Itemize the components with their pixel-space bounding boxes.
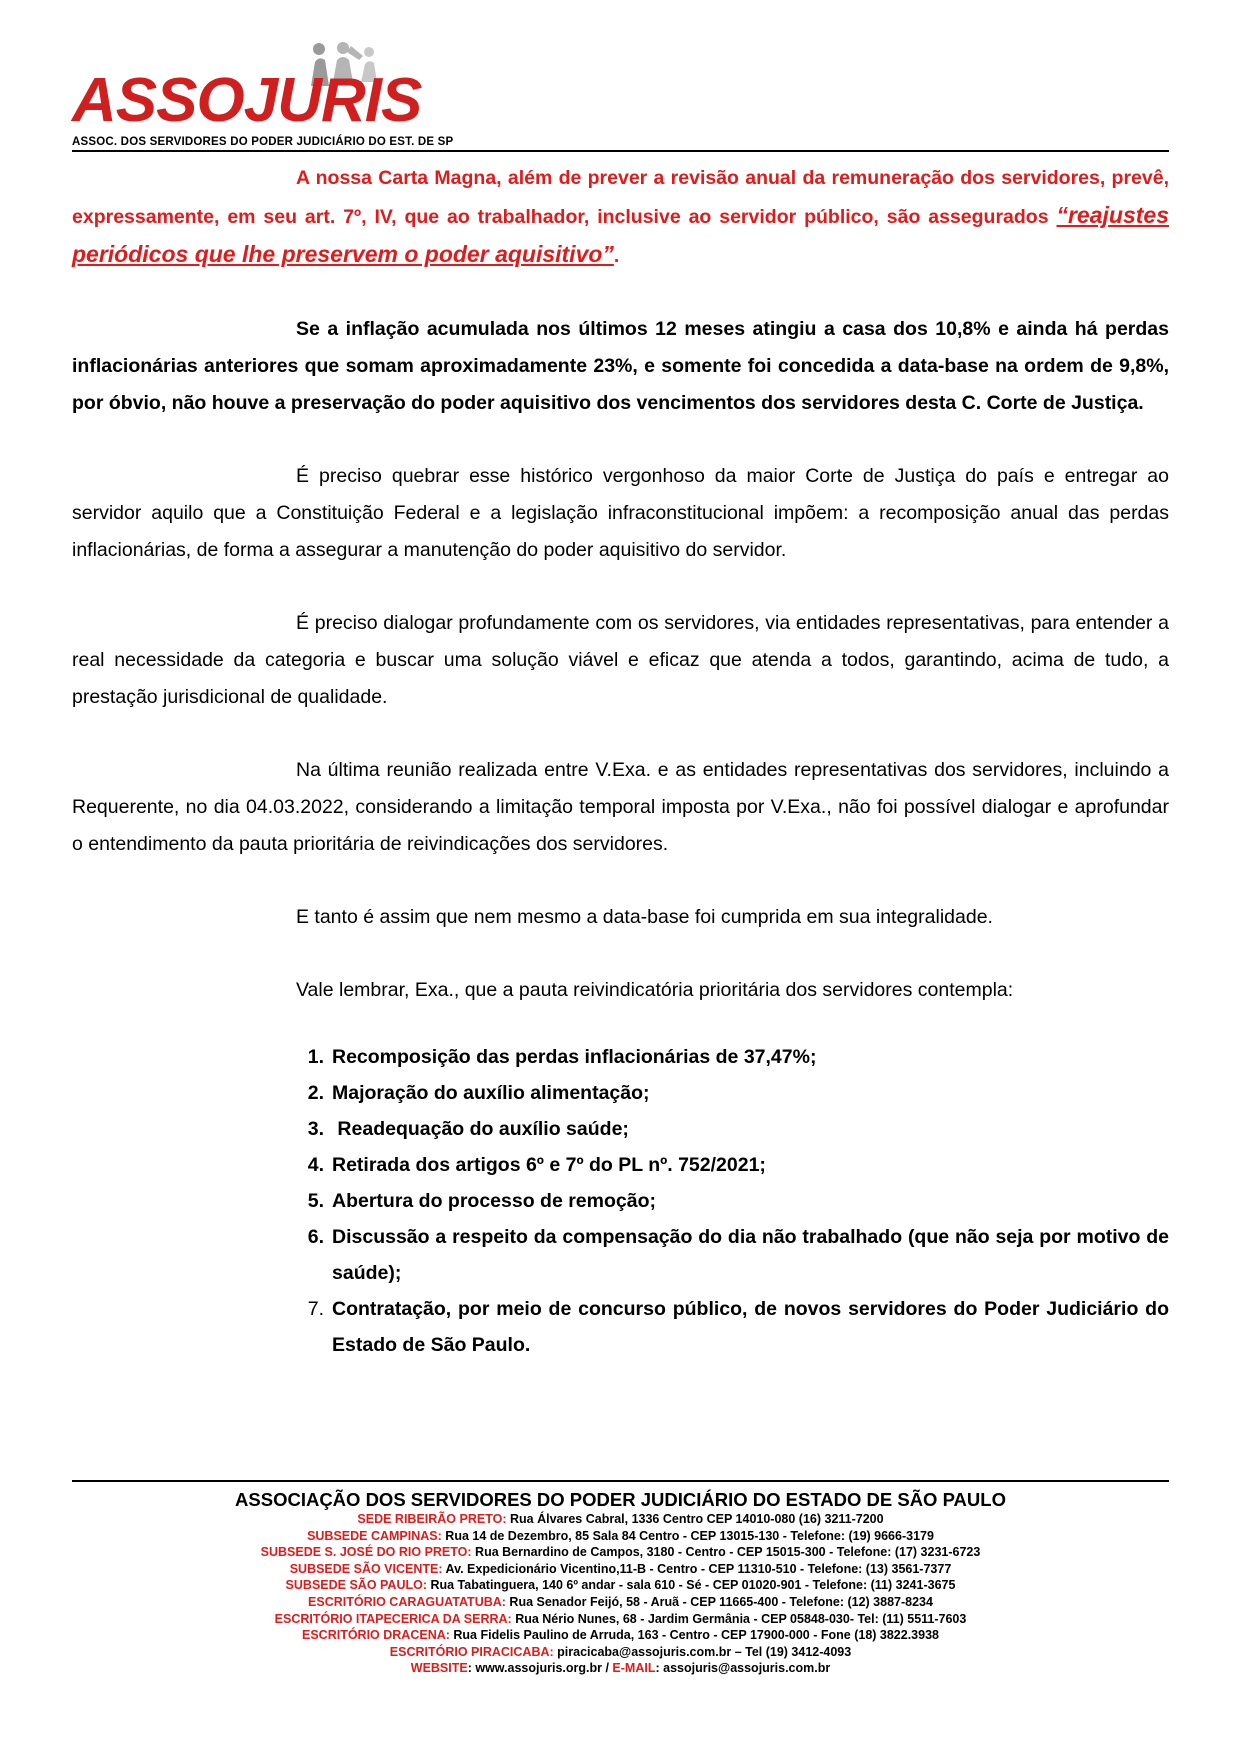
paragraph-agenda-intro: Vale lembrar, Exa., que a pauta reivindicatória prioritária dos servidores contempla: xyxy=(296,979,1014,1001)
footer-address-label: SUBSEDE S. JOSÉ DO RIO PRETO: xyxy=(260,1545,472,1560)
demands-list xyxy=(72,1039,1169,1363)
paragraph-history: É preciso quebrar esse histórico vergonhoso da maior Corte de Justiça do país e entregar ao servidor aquilo que a Constituição Federal e a legislação infraconstitucional impõem: a recomposição anual das perdas inflacionárias, de forma a assegurar a manutenção do poder aquisitivo do servidor. xyxy=(72,465,1169,561)
list-item-number: 3. xyxy=(307,1118,324,1140)
email-label: E-MAIL xyxy=(612,1661,656,1676)
list-item-number: 4. xyxy=(307,1154,324,1176)
list-item-number: 2. xyxy=(307,1082,324,1104)
footer xyxy=(72,1489,1169,1677)
paragraph-constitution-end: . xyxy=(613,245,620,267)
list-item xyxy=(307,1183,1169,1219)
footer-address-text: Rua Bernardino de Campos, 3180 - Centro - CEP 15015-300 - Telefone: (17) 3231-6723 xyxy=(471,1545,981,1560)
footer-address-text: Rua Senador Feijó, 58 - Aruã - CEP 11665-400 - Telefone: (12) 3887-8234 xyxy=(505,1594,933,1609)
footer-address-label: ESCRITÓRIO DRACENA: xyxy=(302,1628,450,1643)
logo-wordmark: ASSOJURIS xyxy=(72,66,422,135)
list-item-number: 1. xyxy=(307,1046,324,1068)
footer-address-text: Rua Tabatinguera, 140 6º andar - sala 610 - Sé - CEP 01020-901 - Telefone: (11) 3241-3675 xyxy=(427,1578,956,1593)
paragraph-inflation: Se a inflação acumulada nos últimos 12 meses atingiu a casa dos 10,8% e ainda há perdas inflacionárias anteriores que somam aproximadamente 23%, e somente foi concedida a data-base na ordem de 9,8%, por óbvio, não houve a preservação do poder aquisitivo dos vencimentos dos servidores desta C. Corte de Justiça. xyxy=(72,318,1169,414)
footer-address-line xyxy=(72,1528,1169,1545)
footer-address-line xyxy=(72,1644,1169,1661)
footer-web-line xyxy=(72,1660,1169,1677)
website-label: WEBSITE xyxy=(410,1661,468,1676)
list-item-text: Retirada dos artigos 6º e 7º do PL nº. 752/2021; xyxy=(332,1154,766,1176)
footer-title: ASSOCIAÇÃO DOS SERVIDORES DO PODER JUDICIÁRIO DO ESTADO DE SÃO PAULO xyxy=(235,1489,1006,1510)
list-item-text: Contratação, por meio de concurso público, de novos servidores do Poder Judiciário do Estado de São Paulo. xyxy=(332,1298,1169,1356)
footer-address-text: Rua Nério Nunes, 68 - Jardim Germânia - CEP 05848-030- Tel: (11) 5511-7603 xyxy=(511,1611,967,1626)
footer-address-text: Rua Fidelis Paulino de Arruda, 163 - Centro - CEP 17900-000 - Fone (18) 3822.3938 xyxy=(449,1628,939,1643)
footer-address-label: SUBSEDE CAMPINAS: xyxy=(307,1528,442,1543)
email-link[interactable]: : assojuris@assojuris.com.br xyxy=(655,1661,831,1676)
paragraph-meeting: Na última reunião realizada entre V.Exa. e as entidades representativas dos servidores, incluindo a Requerente, no dia 04.03.2022, considerando a limitação temporal imposta por V.Exa., não foi possível dialogar e aprofundar o entendimento da pauta prioritária de reivindicações dos servidores. xyxy=(72,759,1169,855)
paragraph-dialogue: É preciso dialogar profundamente com os servidores, via entidades representativas, para entender a real necessidade da categoria e buscar uma solução viável e eficaz que atenda a todos, garantindo, acima de tudo, a prestação jurisdicional de qualidade. xyxy=(72,612,1169,708)
footer-address-line xyxy=(72,1611,1169,1628)
logo-subtitle: ASSOC. DOS SERVIDORES DO PODER JUDICIÁRIO DO EST. DE SP xyxy=(72,136,454,148)
list-item-text: Majoração do auxílio alimentação; xyxy=(332,1082,650,1104)
footer-address-line xyxy=(72,1594,1169,1611)
website-link[interactable]: : www.assojuris.org.br / xyxy=(467,1661,613,1676)
list-item-text: Abertura do processo de remoção; xyxy=(332,1190,656,1212)
footer-address-line xyxy=(72,1511,1169,1528)
footer-address-text: Av. Expedicionário Vicentino,11-B - Centro - CEP 11310-510 - Telefone: (13) 3561-7377 xyxy=(442,1561,952,1576)
list-item xyxy=(307,1111,1169,1147)
footer-address-line xyxy=(72,1561,1169,1578)
footer-address-label: ESCRITÓRIO PIRACICABA: xyxy=(389,1644,554,1659)
paragraph-data-base: E tanto é assim que nem mesmo a data-base foi cumprida em sua integralidade. xyxy=(296,906,993,928)
footer-address-line xyxy=(72,1544,1169,1561)
paragraph-constitution-text: A nossa Carta Magna, além de prever a revisão anual da remuneração dos servidores, prevê, expressamente, em seu art. 7º, IV, que ao trabalhador, inclusive ao servidor público, são assegurados xyxy=(72,167,1169,228)
list-item xyxy=(307,1075,1169,1111)
list-item-text: Recomposição das perdas inflacionárias de 37,47%; xyxy=(332,1046,817,1068)
list-item xyxy=(307,1219,1169,1291)
list-item xyxy=(307,1291,1169,1363)
list-item-number: 7. xyxy=(307,1298,324,1320)
footer-address-label: SUBSEDE SÃO VICENTE: xyxy=(289,1561,443,1576)
footer-address-line xyxy=(72,1577,1169,1594)
footer-divider xyxy=(72,1480,1169,1482)
footer-address-label: SUBSEDE SÃO PAULO: xyxy=(285,1578,427,1593)
footer-address-label: ESCRITÓRIO CARAGUATATUBA: xyxy=(308,1594,506,1609)
footer-address-text: piracicaba@assojuris.com.br – Tel (19) 3412-4093 xyxy=(553,1644,852,1659)
header-divider xyxy=(72,150,1169,152)
list-item-number: 6. xyxy=(307,1226,324,1248)
list-item-number: 5. xyxy=(307,1190,324,1212)
constitution-quote: “reajustes periódicos que lhe preservem o poder aquisitivo” xyxy=(72,202,1169,267)
list-item-text: Discussão a respeito da compensação do dia não trabalhado (que não seja por motivo de saúde); xyxy=(332,1226,1169,1284)
footer-address-label: ESCRITÓRIO ITAPECERICA DA SERRA: xyxy=(274,1611,512,1626)
list-item xyxy=(307,1147,1169,1183)
footer-address-text: Rua Álvares Cabral, 1336 Centro CEP 14010-080 (16) 3211-7200 xyxy=(506,1512,884,1526)
footer-address-text: Rua 14 de Dezembro, 85 Sala 84 Centro - CEP 13015-130 - Telefone: (19) 9666-3179 xyxy=(441,1528,934,1543)
list-item-text: Readequação do auxílio saúde; xyxy=(332,1118,629,1140)
list-item xyxy=(307,1039,1169,1075)
assojuris-logo xyxy=(72,42,452,152)
footer-address-label: SEDE RIBEIRÃO PRETO: xyxy=(357,1512,507,1526)
footer-address-line xyxy=(72,1627,1169,1644)
document-body xyxy=(72,160,1169,1363)
paragraph-constitution xyxy=(72,160,1169,275)
